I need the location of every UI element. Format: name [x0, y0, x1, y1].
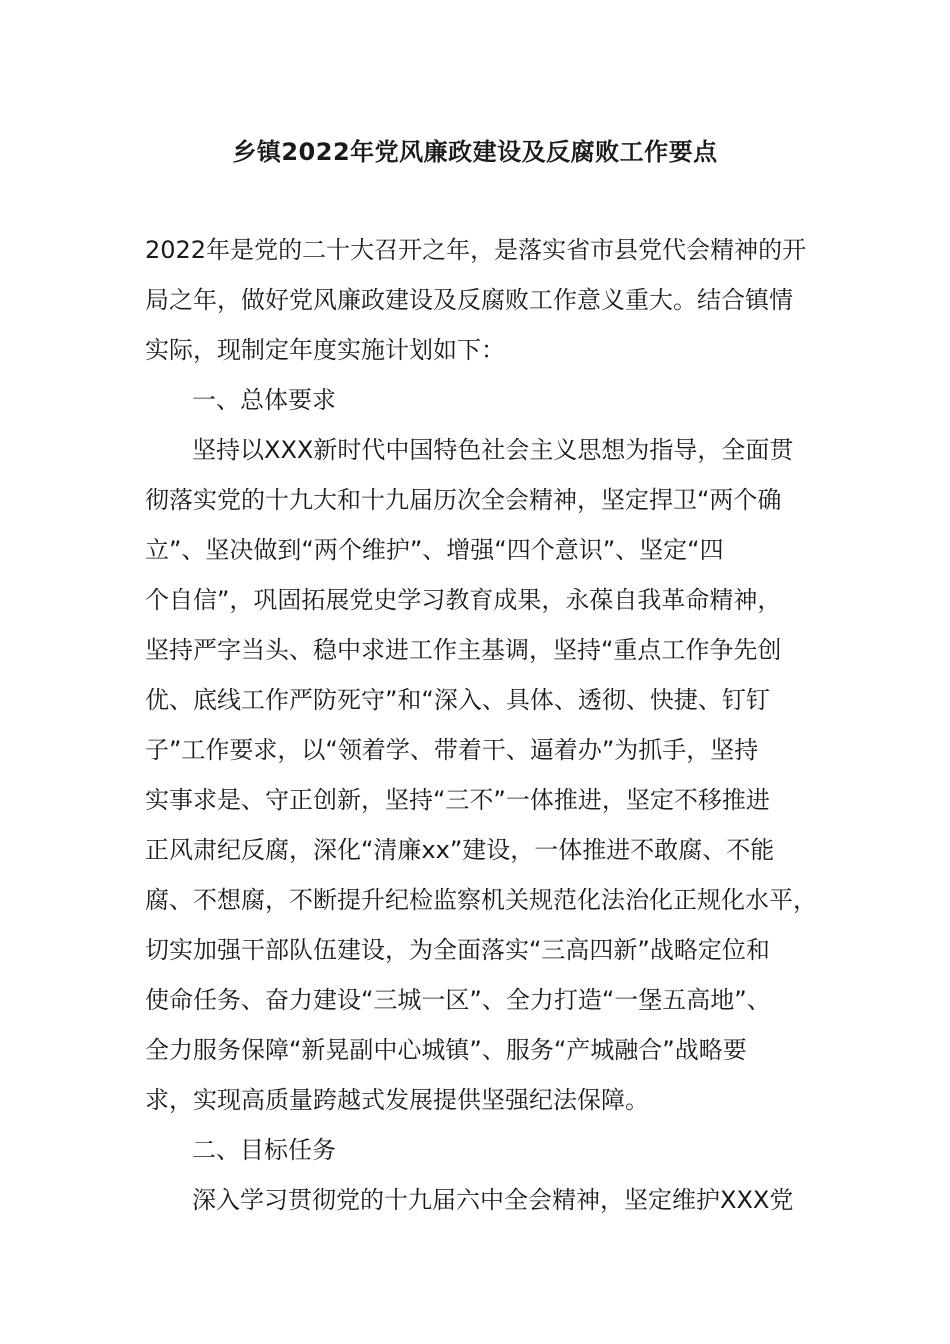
paragraph-line: 2022年是党的二十大召开之年，是落实省市县党代会精神的开: [145, 236, 807, 264]
document-title: 乡镇2022年党风廉政建设及反腐败工作要点: [232, 138, 718, 166]
paragraph-line: 切实加强干部队伍建设，为全面落实“三高四新”战略定位和: [145, 936, 770, 964]
paragraph-line: 局之年，做好党风廉政建设及反腐败工作意义重大。结合镇情: [145, 286, 793, 314]
section-heading: 一、总体要求: [192, 386, 336, 414]
paragraph-line: 使命任务、奋力建设“三城一区”、全力打造“一堡五高地”、: [145, 986, 771, 1014]
paragraph-line: 优、底线工作严防死守”和“深入、具体、透彻、快捷、钉钉: [145, 686, 770, 714]
paragraph-line: 腐、不想腐，不断提升纪检监察机关规范化法治化正规化水平，: [145, 886, 817, 914]
document-body: [145, 225, 817, 1225]
paragraph-line: 子”工作要求，以“领着学、带着干、逼着办”为抓手，坚持: [145, 736, 759, 764]
paragraph-line: 坚持以XXX新时代中国特色社会主义思想为指导，全面贯: [192, 436, 794, 464]
paragraph-line: 全力服务保障“新晃副中心城镇”、服务“产城融合”战略要: [145, 1036, 747, 1064]
paragraph-line: 求，实现高质量跨越式发展提供坚强纪法保障。: [145, 1086, 649, 1114]
paragraph-line: 实事求是、守正创新，坚持“三不”一体推进，坚定不移推进: [145, 786, 770, 814]
paragraph-line: 彻落实党的十九大和十九届历次全会精神，坚定捍卫“两个确: [145, 486, 782, 514]
paragraph-line: 坚持严字当头、稳中求进工作主基调，坚持“重点工作争先创: [145, 636, 782, 664]
paragraph-line: 立”、坚决做到“两个维护”、增强“四个意识”、坚定“四: [145, 536, 724, 564]
paragraph-line: 正风肃纪反腐，深化“清廉xx”建设，一体推进不敢腐、不能: [145, 836, 775, 864]
paragraph-line: 个自信”，巩固拓展党史学习教育成果，永葆自我革命精神，: [145, 586, 782, 614]
paragraph-line: 实际，现制定年度实施计划如下：: [145, 336, 505, 364]
section-heading: 二、目标任务: [192, 1136, 336, 1164]
paragraph-line: 深入学习贯彻党的十九届六中全会精神，坚定维护XXX党: [192, 1186, 794, 1214]
